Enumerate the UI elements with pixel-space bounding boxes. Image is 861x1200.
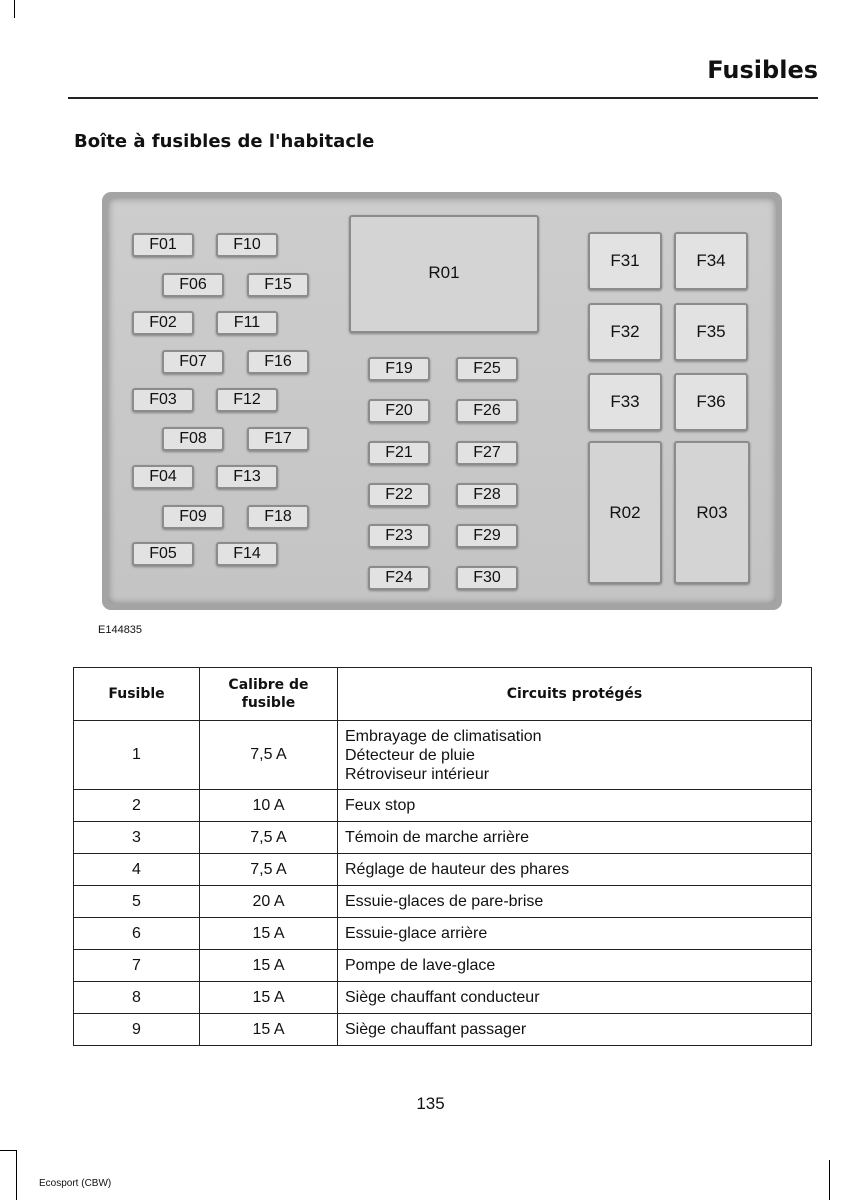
fuse-f12: F12 bbox=[216, 388, 278, 412]
fuse-f17: F17 bbox=[247, 427, 309, 451]
cell-fuse: 3 bbox=[74, 822, 200, 854]
cell-rating: 15 A bbox=[200, 950, 338, 982]
fuse-f02: F02 bbox=[132, 311, 194, 335]
cell-fuse: 9 bbox=[74, 1014, 200, 1046]
cell-circuits: Témoin de marche arrière bbox=[338, 822, 812, 854]
relay-r03: R03 bbox=[674, 441, 750, 584]
fuse-box-diagram bbox=[102, 192, 782, 610]
fuse-f30: F30 bbox=[456, 566, 518, 590]
cell-rating: 15 A bbox=[200, 918, 338, 950]
cell-fuse: 8 bbox=[74, 982, 200, 1014]
cell-circuits bbox=[338, 721, 812, 790]
fuse-f24: F24 bbox=[368, 566, 430, 590]
fuse-f22: F22 bbox=[368, 483, 430, 507]
circuit-line: Embrayage de climatisation bbox=[345, 727, 542, 745]
cell-rating: 7,5 A bbox=[200, 854, 338, 886]
fuse-f09: F09 bbox=[162, 505, 224, 529]
crop-mark-bottom-left-v bbox=[16, 1150, 17, 1200]
table-row bbox=[74, 721, 812, 790]
fuse-f10: F10 bbox=[216, 233, 278, 257]
header-circuits: Circuits protégés bbox=[338, 668, 812, 721]
header-calibre bbox=[200, 668, 338, 721]
fuse-f36: F36 bbox=[674, 373, 748, 431]
fuse-f04: F04 bbox=[132, 465, 194, 489]
fuse-f14: F14 bbox=[216, 542, 278, 566]
crop-mark-bottom-right bbox=[829, 1160, 830, 1200]
header-calibre-line2: fusible bbox=[241, 695, 296, 711]
cell-fuse: 4 bbox=[74, 854, 200, 886]
fuse-f25: F25 bbox=[456, 357, 518, 381]
table-row bbox=[74, 918, 812, 950]
fuse-table bbox=[73, 667, 812, 1046]
crop-mark-top-left bbox=[14, 0, 15, 18]
section-title: Boîte à fusibles de l'habitacle bbox=[74, 131, 375, 152]
fuse-f34: F34 bbox=[674, 232, 748, 290]
fuse-f31: F31 bbox=[588, 232, 662, 290]
cell-rating: 20 A bbox=[200, 886, 338, 918]
fuse-f35: F35 bbox=[674, 303, 748, 361]
fuse-f05: F05 bbox=[132, 542, 194, 566]
fuse-f18: F18 bbox=[247, 505, 309, 529]
header-fusible: Fusible bbox=[74, 668, 200, 721]
cell-fuse: 1 bbox=[74, 721, 200, 790]
cell-fuse: 7 bbox=[74, 950, 200, 982]
fuse-f16: F16 bbox=[247, 350, 309, 374]
fuse-f15: F15 bbox=[247, 273, 309, 297]
fuse-f33: F33 bbox=[588, 373, 662, 431]
fuse-f29: F29 bbox=[456, 524, 518, 548]
image-reference-code: E144835 bbox=[98, 624, 143, 636]
fuse-f21: F21 bbox=[368, 441, 430, 465]
cell-rating: 7,5 A bbox=[200, 822, 338, 854]
cell-rating: 7,5 A bbox=[200, 721, 338, 790]
table-row bbox=[74, 1014, 812, 1046]
cell-fuse: 2 bbox=[74, 790, 200, 822]
circuit-line: Rétroviseur intérieur bbox=[345, 765, 490, 783]
title-divider bbox=[68, 97, 818, 99]
crop-mark-bottom-left bbox=[0, 1150, 16, 1151]
table-row bbox=[74, 790, 812, 822]
header-calibre-line1: Calibre de bbox=[228, 677, 309, 693]
cell-circuits: Feux stop bbox=[338, 790, 812, 822]
fuse-f08: F08 bbox=[162, 427, 224, 451]
cell-rating: 15 A bbox=[200, 1014, 338, 1046]
cell-circuits: Réglage de hauteur des phares bbox=[338, 854, 812, 886]
table-header-row bbox=[74, 668, 812, 721]
cell-rating: 15 A bbox=[200, 982, 338, 1014]
fuse-f13: F13 bbox=[216, 465, 278, 489]
footer-model: Ecosport (CBW) bbox=[39, 1178, 112, 1189]
relay-r02: R02 bbox=[588, 441, 662, 584]
fuse-f28: F28 bbox=[456, 483, 518, 507]
fuse-box-panel bbox=[108, 198, 776, 604]
cell-circuits: Siège chauffant passager bbox=[338, 1014, 812, 1046]
page-title: Fusibles bbox=[707, 56, 818, 84]
cell-fuse: 6 bbox=[74, 918, 200, 950]
page-number: 135 bbox=[416, 1094, 445, 1113]
table-row bbox=[74, 854, 812, 886]
table-row bbox=[74, 886, 812, 918]
table-row bbox=[74, 822, 812, 854]
fuse-f11: F11 bbox=[216, 311, 278, 335]
fuse-f32: F32 bbox=[588, 303, 662, 361]
fuse-f19: F19 bbox=[368, 357, 430, 381]
relay-r01: R01 bbox=[349, 215, 539, 333]
fuse-f01: F01 bbox=[132, 233, 194, 257]
fuse-f20: F20 bbox=[368, 399, 430, 423]
cell-circuits: Essuie-glace arrière bbox=[338, 918, 812, 950]
fuse-f07: F07 bbox=[162, 350, 224, 374]
fuse-f06: F06 bbox=[162, 273, 224, 297]
cell-circuits: Pompe de lave-glace bbox=[338, 950, 812, 982]
cell-circuits: Siège chauffant conducteur bbox=[338, 982, 812, 1014]
circuit-line: Détecteur de pluie bbox=[345, 746, 475, 764]
cell-fuse: 5 bbox=[74, 886, 200, 918]
table-row bbox=[74, 950, 812, 982]
cell-circuits: Essuie-glaces de pare-brise bbox=[338, 886, 812, 918]
cell-rating: 10 A bbox=[200, 790, 338, 822]
table-row bbox=[74, 982, 812, 1014]
fuse-f27: F27 bbox=[456, 441, 518, 465]
fuse-f23: F23 bbox=[368, 524, 430, 548]
fuse-f26: F26 bbox=[456, 399, 518, 423]
fuse-f03: F03 bbox=[132, 388, 194, 412]
